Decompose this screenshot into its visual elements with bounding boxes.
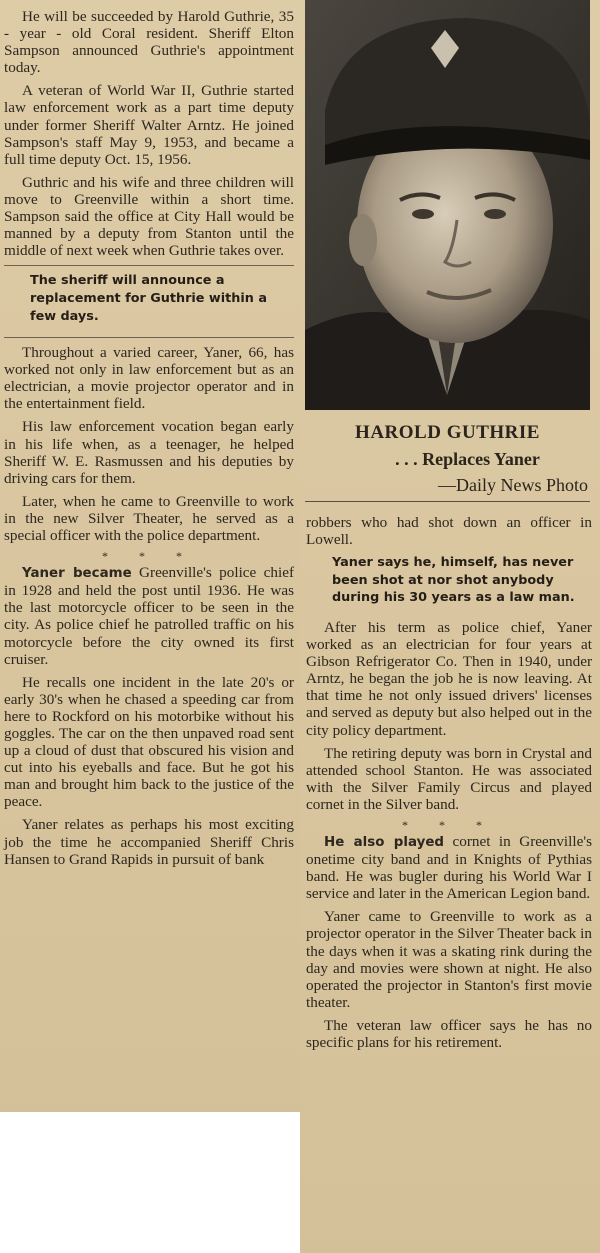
- paragraph-veteran: A veteran of World War II, Guthrie started law enforcement work as a part time deputy under former Sheriff Walter Arntz. He joined Sampson's staff May 9, 1953, and became a full time deputy Oct. 15, 1956.: [4, 82, 294, 168]
- section-stars: * * *: [402, 818, 496, 832]
- caption-subtitle: . . . Replaces Yaner: [395, 449, 540, 469]
- subhead-replacement: The sheriff will announce a replacement for Guthrie within a few days.: [30, 273, 267, 324]
- paragraph-incident: He recalls one incident in the late 20's or early 30's when he chased a speeding car from here to Rockford on his motorbike without his goggles. The car on the then unpaved road sent up a cloud of dust that obscured his vision and cut into his eyeballs and face. But he got his man and brought him back to the justice of the peace.: [4, 673, 294, 811]
- portrait-photo: [305, 0, 590, 410]
- section-stars: * * *: [102, 549, 196, 564]
- subhead-never-shot: Yaner says he, himself, has never been shot at nor shot anybody during his 30 years as a law man.: [332, 555, 575, 606]
- photo-caption: [305, 416, 590, 508]
- paragraph-exciting-job: Yaner relates as perhaps his most exciting job the time he accompanied Sheriff Chris Hansen to Grand Rapids in pursuit of bank: [4, 816, 294, 868]
- portrait-illustration: [305, 0, 590, 410]
- paragraph-continuation: robbers who had shot down an officer in Lowell.: [306, 514, 592, 549]
- paragraph-police-chief: [4, 564, 294, 668]
- paragraph-text: cornet in Greenville's onetime city band and in Knights of Pythias band. He was bugler during his World War I service and later in the American Legion band.: [306, 833, 592, 903]
- divider: [4, 337, 294, 338]
- paragraph-electrician: After his term as police chief, Yaner worked as an electrician for four years at Gibson Refrigerator Co. Then in 1940, under Arntz, he began the job he is now leaving. At that time he not only issued drivers' licenses and served as deputy but also helped out in the city policy department.: [306, 618, 592, 739]
- lead-in-bold: He also played: [324, 835, 444, 850]
- caption-name: HAROLD GUTHRIE: [355, 422, 540, 443]
- paragraph-career: Throughout a varied career, Yaner, 66, has worked not only in law enforcement but as an electrician, a movie projector operator and in the entertainment field.: [4, 344, 294, 413]
- divider: [4, 265, 294, 266]
- paragraph-projector: Yaner came to Greenville to work as a projector operator in the Silver Theater back in the days when it was a skating rink during the day and movies were shown at night. He also operated the projector in Stanton's first movie theater.: [306, 908, 592, 1011]
- paragraph-born-crystal: The retiring deputy was born in Crystal and attended school Stanton. He was associated with the Silver Family Circus and played cornet in the Silver band.: [306, 744, 592, 813]
- photo-credit: —Daily News Photo: [438, 475, 588, 495]
- paragraph-text: Greenville's police chief in 1928 and held the post until 1936. He was the last motorcycle officer to be seen in the city. As police chief he patrolled traffic on his motorcycle before the city owned its first cruiser.: [4, 564, 295, 668]
- lead-in-bold: Yaner became: [22, 566, 132, 582]
- paragraph-vocation: His law enforcement vocation began early in his life when, as a teenager, he helped Sheriff W. E. Rasmussen and his deputies by driving cars for them.: [4, 418, 294, 487]
- left-column: [4, 8, 294, 874]
- paragraph-silver-theater: Later, when he came to Greenville to work in the new Silver Theater, he served as a special officer with the police department.: [4, 492, 294, 545]
- paragraph-cornet: [306, 833, 592, 902]
- paragraph-successor: He will be succeeded by Harold Guthrie, 35 - year - old Coral resident. Sheriff Elton Sampson announced Guthrie's appointment today.: [4, 8, 294, 77]
- divider: [305, 501, 590, 502]
- right-column: [306, 514, 592, 1057]
- paragraph-move: Guthric and his wife and three children will move to Greenville within a short time. Sampson said the office at City Hall would be manned by a deputy from Stanton until the middle of next week when Guthrie takes over.: [4, 173, 294, 260]
- paragraph-retirement: The veteran law officer says he has no specific plans for his retirement.: [306, 1016, 592, 1052]
